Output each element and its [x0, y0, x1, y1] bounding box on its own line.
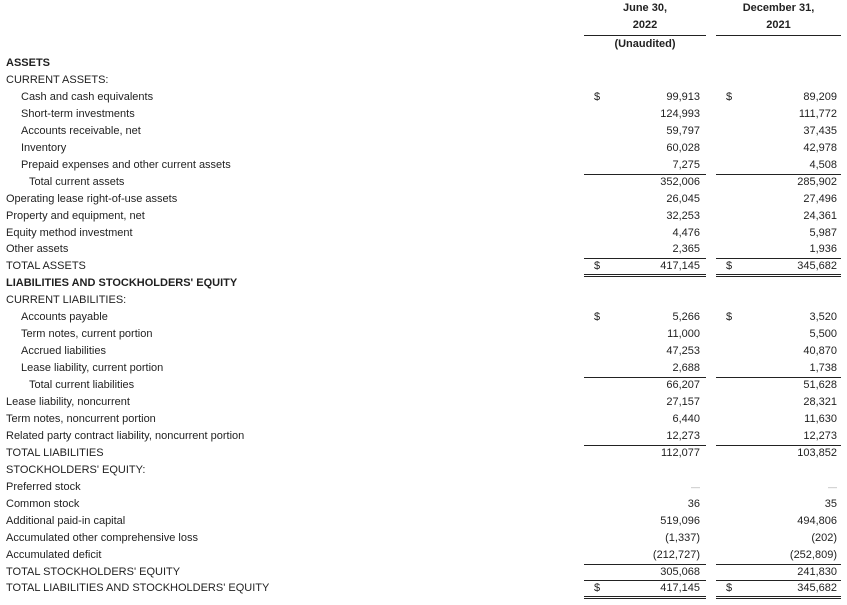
row-label: Lease liability, current portion	[21, 362, 164, 374]
subtotal-rule	[716, 377, 841, 378]
col1-header-line3: (Unaudited)	[614, 38, 676, 50]
value-june-2022: 2,365	[672, 243, 700, 255]
value-december-2021: (252,809)	[789, 549, 837, 561]
value-december-2021: —	[828, 482, 837, 492]
table-row	[0, 123, 847, 140]
value-december-2021: 5,500	[809, 328, 837, 340]
table-row	[0, 343, 847, 360]
total-double-rule	[584, 596, 706, 597]
row-label: CURRENT LIABILITIES:	[6, 294, 127, 306]
value-december-2021: 28,321	[803, 396, 837, 408]
col2-header-rule	[716, 35, 841, 36]
row-label: Property and equipment, net	[6, 210, 145, 222]
subtotal-rule	[584, 580, 706, 581]
col2-header-line2: 2021	[766, 19, 791, 31]
value-june-2022: 112,077	[661, 447, 700, 459]
table-row	[0, 208, 847, 225]
row-label: Term notes, current portion	[21, 328, 153, 340]
table-row	[0, 157, 847, 174]
value-december-2021: 3,520	[809, 311, 837, 323]
table-row	[0, 564, 847, 581]
value-june-2022: 352,006	[660, 176, 700, 188]
value-december-2021: 51,628	[803, 379, 837, 391]
row-label: Total current assets	[29, 176, 125, 188]
currency-symbol: $	[593, 311, 601, 323]
row-label: TOTAL STOCKHOLDERS' EQUITY	[6, 566, 181, 578]
col1-header-rule	[584, 35, 706, 36]
row-label: Accumulated other comprehensive loss	[6, 532, 198, 544]
value-june-2022: 27,157	[666, 396, 700, 408]
table-row	[0, 479, 847, 496]
value-june-2022: 124,993	[660, 108, 700, 120]
row-label: Lease liability, noncurrent	[6, 396, 130, 408]
row-label: Inventory	[21, 142, 67, 154]
row-label: Term notes, noncurrent portion	[6, 413, 156, 425]
subtotal-rule	[716, 258, 841, 259]
table-row	[0, 360, 847, 377]
subtotal-rule	[716, 174, 841, 175]
row-label: Prepaid expenses and other current assets	[21, 159, 231, 171]
value-june-2022: 66,207	[666, 379, 700, 391]
value-june-2022: 12,273	[666, 430, 700, 442]
row-label: STOCKHOLDERS' EQUITY:	[6, 464, 146, 476]
table-row	[0, 462, 847, 479]
value-december-2021: (202)	[811, 532, 837, 544]
table-row	[0, 326, 847, 343]
col1-header-line2: 2022	[632, 19, 658, 31]
table-row	[0, 174, 847, 191]
subtotal-rule	[584, 445, 706, 446]
value-june-2022: 32,253	[666, 210, 700, 222]
table-row	[0, 377, 847, 394]
value-june-2022: 305,068	[660, 566, 700, 578]
value-june-2022: 6,440	[672, 413, 700, 425]
value-december-2021: 40,870	[803, 345, 837, 357]
subtotal-rule	[584, 258, 706, 259]
value-june-2022: 26,045	[666, 193, 700, 205]
value-december-2021: 24,361	[803, 210, 837, 222]
value-december-2021: 285,902	[797, 176, 837, 188]
currency-symbol: $	[593, 91, 601, 103]
subtotal-rule	[716, 445, 841, 446]
value-june-2022: 11,000	[667, 328, 700, 340]
total-double-rule	[584, 598, 706, 599]
value-june-2022: 4,476	[672, 227, 700, 239]
row-label: Equity method investment	[6, 227, 133, 239]
value-december-2021: 27,496	[803, 193, 837, 205]
table-row	[0, 445, 847, 462]
currency-symbol: $	[725, 582, 733, 594]
row-label: TOTAL ASSETS	[6, 260, 86, 272]
row-label: LIABILITIES AND STOCKHOLDERS' EQUITY	[6, 277, 238, 289]
row-label: CURRENT ASSETS:	[6, 74, 109, 86]
row-label: Total current liabilities	[29, 379, 135, 391]
row-label: Other assets	[6, 243, 69, 255]
value-december-2021: 42,978	[803, 142, 837, 154]
table-row	[0, 309, 847, 326]
row-label: Cash and cash equivalents	[21, 91, 154, 103]
row-label: ASSETS	[6, 57, 51, 69]
table-row	[0, 241, 847, 258]
value-december-2021: 35	[824, 498, 837, 510]
value-june-2022: 5,266	[672, 311, 700, 323]
row-label: Accounts payable	[21, 311, 108, 323]
row-label: Accounts receivable, net	[21, 125, 141, 137]
value-june-2022: (1,337)	[665, 532, 700, 544]
value-june-2022: 59,797	[666, 125, 700, 137]
table-row	[0, 258, 847, 275]
table-row	[0, 55, 847, 72]
value-december-2021: 1,936	[809, 243, 837, 255]
value-june-2022: 36	[687, 498, 700, 510]
table-row	[0, 394, 847, 411]
table-row	[0, 89, 847, 106]
value-december-2021: 494,806	[797, 515, 837, 527]
value-june-2022: (212,727)	[652, 549, 700, 561]
total-double-rule	[716, 596, 841, 597]
table-row	[0, 225, 847, 242]
value-december-2021: 103,852	[797, 447, 837, 459]
currency-symbol: $	[593, 260, 601, 272]
value-june-2022: 7,275	[672, 159, 700, 171]
table-row	[0, 530, 847, 547]
table-row	[0, 513, 847, 530]
table-row	[0, 275, 847, 292]
col1-header-line1: June 30,	[622, 2, 668, 14]
row-label: Preferred stock	[6, 481, 81, 493]
subtotal-rule	[584, 564, 706, 565]
table-row	[0, 191, 847, 208]
value-december-2021: 345,682	[797, 582, 837, 594]
currency-symbol: $	[725, 91, 733, 103]
currency-symbol: $	[593, 582, 601, 594]
currency-symbol: $	[725, 260, 733, 272]
subtotal-rule	[584, 174, 706, 175]
value-december-2021: 241,830	[797, 566, 837, 578]
value-june-2022: 519,096	[660, 515, 700, 527]
col2-header-line1: December 31,	[742, 2, 815, 14]
currency-symbol: $	[725, 311, 733, 323]
value-december-2021: 4,508	[809, 159, 837, 171]
row-label: Accumulated deficit	[6, 549, 102, 561]
value-december-2021: 11,630	[804, 413, 837, 425]
row-label: Operating lease right-of-use assets	[6, 193, 178, 205]
subtotal-rule	[716, 580, 841, 581]
table-row	[0, 547, 847, 564]
row-label: Common stock	[6, 498, 80, 510]
row-label: Additional paid-in capital	[6, 515, 126, 527]
table-row	[0, 292, 847, 309]
value-december-2021: 12,273	[803, 430, 837, 442]
table-row	[0, 106, 847, 123]
value-june-2022: 60,028	[666, 142, 700, 154]
subtotal-rule	[584, 377, 706, 378]
total-double-rule	[716, 598, 841, 599]
value-june-2022: 99,913	[666, 91, 700, 103]
value-june-2022: 417,145	[660, 260, 700, 272]
value-june-2022: 2,688	[672, 362, 700, 374]
row-label: TOTAL LIABILITIES	[6, 447, 104, 459]
table-row	[0, 411, 847, 428]
value-june-2022: 47,253	[666, 345, 700, 357]
value-december-2021: 5,987	[809, 227, 837, 239]
table-row	[0, 428, 847, 445]
value-december-2021: 1,738	[809, 362, 837, 374]
value-december-2021: 345,682	[797, 260, 837, 272]
value-june-2022: —	[691, 482, 700, 492]
value-december-2021: 37,435	[803, 125, 837, 137]
table-row	[0, 72, 847, 89]
row-label: Short-term investments	[21, 108, 135, 120]
table-row	[0, 140, 847, 157]
table-row	[0, 580, 847, 597]
row-label: Accrued liabilities	[21, 345, 106, 357]
value-june-2022: 417,145	[660, 582, 700, 594]
row-label: TOTAL LIABILITIES AND STOCKHOLDERS' EQUITY	[6, 582, 270, 594]
value-december-2021: 111,772	[798, 108, 837, 120]
row-label: Related party contract liability, noncurrent portion	[6, 430, 245, 442]
subtotal-rule	[716, 564, 841, 565]
table-row	[0, 496, 847, 513]
value-december-2021: 89,209	[803, 91, 837, 103]
